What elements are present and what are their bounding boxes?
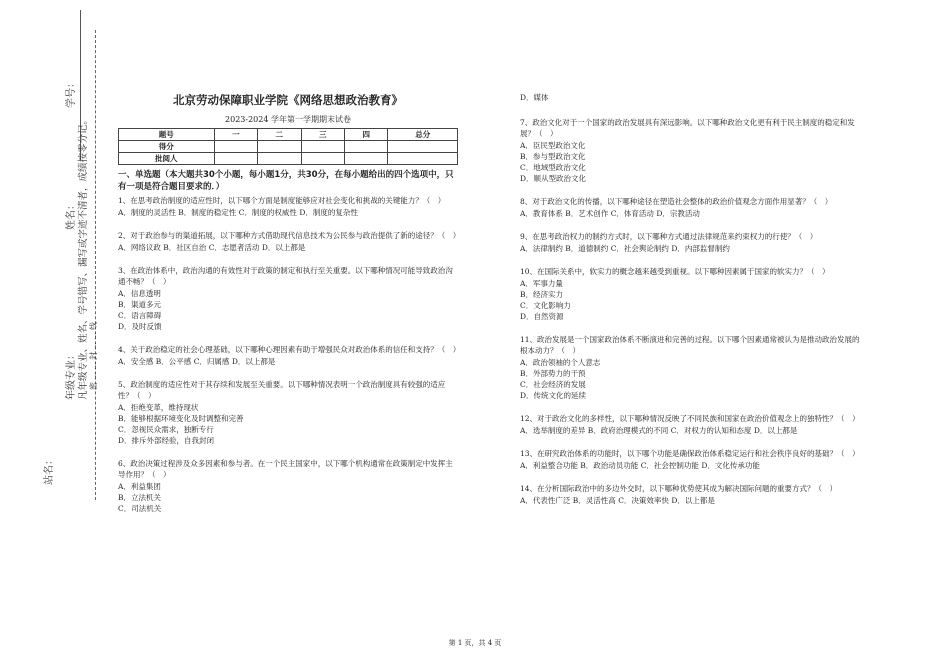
- reviewer-cell[interactable]: [344, 153, 387, 165]
- question-stem: 9、在思考政治权力的制约方式时，以下哪种方式通过法律规范来约束权力的行使？（ ）: [520, 232, 818, 241]
- score-header-cell: 四: [344, 129, 387, 141]
- section-heading: 一、单选题（本大题共30个小题，每小题1分，共30分，在每小题给出的四个选项中，只有一项是符合题目要求的．）: [118, 170, 454, 192]
- reviewer-cell[interactable]: [301, 153, 344, 165]
- seal-dashed-line: [95, 30, 96, 500]
- question-stem: 1、在思考政治制度的适应性时，以下哪个方面是制度能够应对社会变化和挑战的关键能力？（ ）: [118, 196, 446, 205]
- exam-subtitle: 2023-2024 学年第一学期期末试卷: [225, 115, 351, 124]
- question-options: A．选举制度的差异 B．政府治理模式的不同 C．对权力的认知和态度 D．以上都是: [520, 426, 798, 435]
- option: C．文化影响力: [520, 301, 571, 310]
- question-stem: 2、对于政治参与的渠道拓展，以下哪种方式借助现代信息技术为公民参与政治提供了新的途径？（ ）: [118, 231, 461, 240]
- question-stem: 4、关于政治稳定的社会心理基础，以下哪种心理因素有助于增强民众对政治体系的信任和支持？（ ）: [118, 345, 461, 354]
- score-header-cell: 二: [258, 129, 301, 141]
- option: A．利益集团: [118, 482, 161, 491]
- option: D．媒体: [520, 93, 549, 102]
- question: [118, 195, 458, 218]
- question: [520, 117, 865, 184]
- question: [118, 265, 458, 332]
- score-cell[interactable]: [388, 141, 458, 153]
- option: A．军事力量: [520, 279, 563, 288]
- option: C．社会经济的发展: [520, 380, 586, 389]
- question: [520, 334, 865, 401]
- question: [520, 413, 865, 436]
- option: D．顺从型政治文化: [520, 174, 587, 183]
- question-options: A．制度的灵活性 B．制度的稳定性 C．制度的权威性 D．制度的复杂性: [118, 208, 358, 217]
- question: [118, 230, 461, 253]
- option: D．排斥外部经验，自我封闭: [118, 436, 215, 445]
- question: [520, 196, 865, 219]
- option: D．自然资源: [520, 312, 564, 321]
- score-cell[interactable]: [301, 141, 344, 153]
- seal-line-text: 密……封……线: [89, 320, 98, 390]
- score-row: [119, 141, 458, 153]
- question-options: A．代表性广泛 B．灵活性高 C．决策效率快 D．以上都是: [520, 496, 715, 505]
- question-stem: 14、在分析国际政治中的多边外交时，以下哪种优势使其成为解决国际问题的重要方式？（ ）: [520, 484, 838, 493]
- question: [520, 448, 865, 471]
- page-footer: 第 1 页，共 4 页: [448, 639, 502, 647]
- question: [118, 344, 461, 367]
- hall-label: 站名：: [44, 455, 55, 485]
- option: A．信息透明: [118, 289, 161, 298]
- question-options: A．网络议政 B．社区自治 C．志愿者活动 D．以上都是: [118, 243, 306, 252]
- option: B．立法机关: [118, 493, 162, 502]
- reviewer-cell[interactable]: [214, 153, 257, 165]
- option: C．地域型政治文化: [520, 163, 586, 172]
- score-table-header-row: [119, 129, 458, 141]
- score-table: [118, 128, 458, 165]
- option: D．及时反馈: [118, 322, 162, 331]
- left-column: [118, 92, 461, 526]
- question-stem: 3、在政治体系中，政治沟通的有效性对于政策的制定和执行至关重要。以下哪种情况可能导致政治沟通不畅？（ ）: [118, 266, 453, 286]
- option: B．渠道多元: [118, 300, 162, 309]
- question-stem: 7、政治文化对于一个国家的政治发展具有深远影响。以下哪种政治文化更有利于民主制度的稳定和发展？（ ）: [520, 118, 855, 138]
- question-stem: 12、对于政治文化的多样性，以下哪种情况反映了不同民族和国家在政治价值观念上的独特性？（ ）: [520, 414, 860, 423]
- reviewer-cell[interactable]: [388, 153, 458, 165]
- right-column: [520, 92, 865, 518]
- reviewer-cell[interactable]: [258, 153, 301, 165]
- score-header-cell: 三: [301, 129, 344, 141]
- option: A．政治领袖的个人意志: [520, 358, 601, 367]
- question-options: A．利益整合功能 B．政治动员功能 C．社会控制功能 D．文化传承功能: [520, 461, 760, 470]
- student-id-label: 学号：: [66, 78, 77, 108]
- question: [118, 458, 458, 514]
- score-cell[interactable]: [214, 141, 257, 153]
- exam-title: 北京劳动保障职业学院《网络思想政治教育》: [173, 93, 403, 107]
- question-stem: 6、政治决策过程涉及众多因素和参与者。在一个民主国家中，以下哪个机构通常在政策制定中发挥主导作用？（ ）: [118, 459, 453, 479]
- score-cell[interactable]: [344, 141, 387, 153]
- question-stem: 11、政治发展是一个国家政治体系不断演进和完善的过程。以下哪个因素通常被认为是推动政治发展的根本动力？（ ）: [520, 335, 860, 355]
- reviewer-row-label: 批阅人: [119, 153, 215, 165]
- question-continued: [520, 92, 865, 103]
- name-label: 姓名：: [66, 200, 77, 230]
- major-label: 年级专业：: [66, 350, 77, 400]
- score-cell[interactable]: [258, 141, 301, 153]
- score-row-label: 得分: [119, 141, 215, 153]
- question-stem: 5、政治制度的适应性对于其存续和发展至关重要。以下哪种情况表明一个政治制度具有较强的适应性？（ ）: [118, 380, 446, 400]
- question: [118, 379, 458, 446]
- option: C．语言障碍: [118, 311, 162, 320]
- option: B．外部势力的干预: [520, 369, 586, 378]
- question: [520, 231, 865, 254]
- score-header-cell: 题号: [119, 129, 215, 141]
- score-header-cell: 一: [214, 129, 257, 141]
- binding-margin: [0, 0, 105, 672]
- option: B．经济实力: [520, 290, 564, 299]
- score-header-cell: 总分: [388, 129, 458, 141]
- option: C．忽视民众需求，独断专行: [118, 425, 214, 434]
- option: A．臣民型政治文化: [520, 141, 586, 150]
- option: B．能够根据环境变化及时调整和完善: [118, 414, 244, 423]
- question: [520, 266, 865, 322]
- option: A．拒绝变革，维持现状: [118, 403, 199, 412]
- notice-text: 凡年级专业、姓名、学号错写、漏写或字迹不清者，成绩按零分记。: [78, 114, 89, 400]
- question-stem: 10、在国际关系中，软实力的概念越来越受到重视。以下哪种因素属于国家的软实力？（ ）: [520, 267, 830, 276]
- option: D．传统文化的延续: [520, 391, 587, 400]
- question-stem: 8、对于政治文化的传播，以下哪种途径在塑造社会整体的政治价值观念方面作用显著？（ ）: [520, 197, 833, 206]
- option: C．司法机关: [118, 504, 162, 513]
- reviewer-row: [119, 153, 458, 165]
- question-options: A．教育体系 B．艺术创作 C．体育活动 D．宗教活动: [520, 209, 700, 218]
- question-stem: 13、在研究政治体系的功能时，以下哪个功能是确保政治体系稳定运行和社会秩序良好的基础？（ ）: [520, 449, 860, 458]
- question-options: A．安全感 B．公平感 C．归属感 D．以上都是: [118, 357, 276, 366]
- option: B．参与型政治文化: [520, 152, 586, 161]
- question-options: A．法律制约 B．道德制约 C．社会舆论制约 D．内部监督制约: [520, 244, 730, 253]
- question: [520, 483, 865, 506]
